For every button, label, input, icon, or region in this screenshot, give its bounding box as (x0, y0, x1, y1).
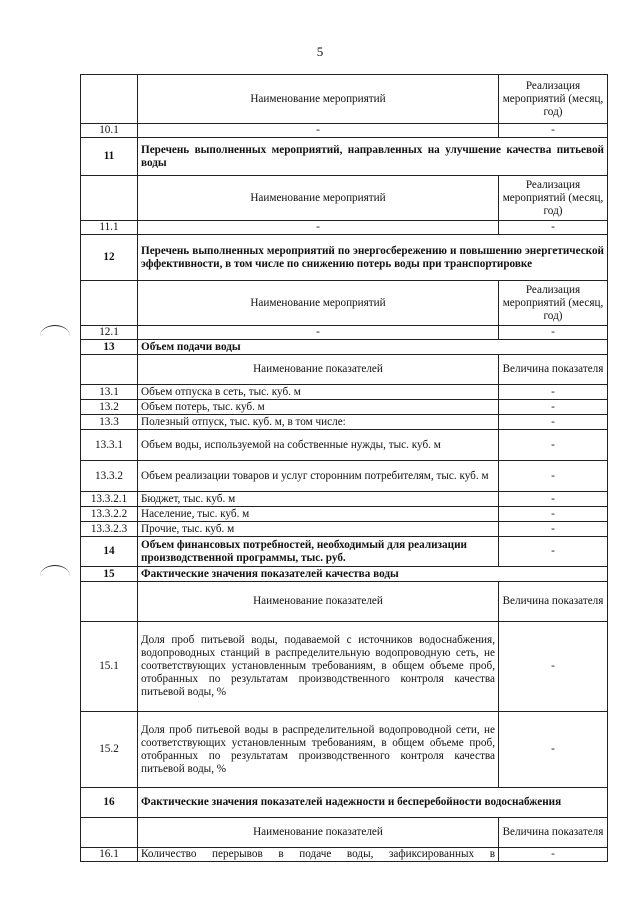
row-value: - (499, 712, 608, 788)
table-row (81, 522, 608, 537)
row-name: Объем реализации товаров и услуг сторонним потребителям, тыс. куб. м (138, 461, 499, 492)
row-name: Доля проб питьевой воды в распределительной водопроводной сети, не соответствующих установленным требованиям, в общем объеме проб, отобранных по результатам производственного контроля качества питьевой воды, % (138, 712, 499, 788)
row-value: - (499, 326, 608, 340)
column-header: Наименование мероприятий (138, 176, 499, 221)
section-title: Фактические значения показателей качества воды (138, 567, 608, 582)
table-row (81, 430, 608, 461)
row-name: Объем воды, используемой на собственные нужды, тыс. куб. м (138, 430, 499, 461)
row-number: 13.3 (81, 415, 138, 430)
row-value: - (499, 385, 608, 400)
column-header: Наименование показателей (138, 355, 499, 385)
row-number: 13.3.2 (81, 461, 138, 492)
row-value: - (499, 492, 608, 507)
row-name: - (138, 326, 499, 340)
num-cell (81, 176, 138, 221)
section-title: Перечень выполненных мероприятий по энергосбережению и повышению энергетической эффективности, в том числе по снижению потерь воды при транспортировке (138, 235, 608, 281)
table-row (81, 326, 608, 340)
row-value: - (499, 221, 608, 235)
report-table (80, 74, 608, 862)
section-number: 11 (81, 138, 138, 176)
row-name: - (138, 221, 499, 235)
section-row (81, 235, 608, 281)
section-number: 12 (81, 235, 138, 281)
section-row (81, 788, 608, 818)
section-row (81, 138, 608, 176)
section-number: 15 (81, 567, 138, 582)
table-row (81, 385, 608, 400)
table-row (81, 507, 608, 522)
row-value: - (499, 537, 608, 567)
row-value: - (499, 400, 608, 415)
num-cell (81, 75, 138, 124)
row-number: 13.2 (81, 400, 138, 415)
row-name: Полезный отпуск, тыс. куб. м, в том числе: (138, 415, 499, 430)
table-row (81, 461, 608, 492)
table-row (81, 221, 608, 235)
row-number: 13.3.2.2 (81, 507, 138, 522)
section-row (81, 567, 608, 582)
row-name: Количество перерывов в подаче воды, зафиксированных в (138, 848, 499, 862)
row-value: - (499, 848, 608, 862)
column-header: Величина показателя (499, 582, 608, 622)
row-value: - (499, 461, 608, 492)
row-value: - (499, 124, 608, 138)
row-name: Бюджет, тыс. куб. м (138, 492, 499, 507)
column-header: Величина показателя (499, 818, 608, 848)
row-number: 13.3.1 (81, 430, 138, 461)
page-number: 5 (316, 44, 324, 59)
section-title: Перечень выполненных мероприятий, направленных на улучшение качества питьевой воды (138, 138, 608, 176)
row-number: 15.2 (81, 712, 138, 788)
table-row (81, 622, 608, 712)
row-number: 13.3.2.1 (81, 492, 138, 507)
header-row (81, 355, 608, 385)
column-header: Наименование мероприятий (138, 75, 499, 124)
section-title: Объем финансовых потребностей, необходимый для реализации производственной программы, тыс. руб. (138, 537, 499, 567)
row-value: - (499, 522, 608, 537)
row-number: 11.1 (81, 221, 138, 235)
row-value: - (499, 430, 608, 461)
section-title: Фактические значения показателей надежности и бесперебойности водоснабжения (138, 788, 608, 818)
section-title: Объем подачи воды (138, 340, 608, 355)
row-number: 10.1 (81, 124, 138, 138)
num-cell (81, 582, 138, 622)
row-name: Объем потерь, тыс. куб. м (138, 400, 499, 415)
section-row (81, 537, 608, 567)
num-cell (81, 818, 138, 848)
row-name: Прочие, тыс. куб. м (138, 522, 499, 537)
column-header: Наименование показателей (138, 818, 499, 848)
header-row (81, 75, 608, 124)
header-row (81, 176, 608, 221)
row-number: 16.1 (81, 848, 138, 862)
table-row (81, 400, 608, 415)
column-header: Реализация мероприятий (месяц, год) (499, 176, 608, 221)
table-row (81, 415, 608, 430)
header-row (81, 582, 608, 622)
row-value: - (499, 622, 608, 712)
column-header: Наименование показателей (138, 582, 499, 622)
table-row (81, 848, 608, 862)
row-number: 13.1 (81, 385, 138, 400)
header-row (81, 281, 608, 326)
row-number: 12.1 (81, 326, 138, 340)
header-row (81, 818, 608, 848)
row-number: 13.3.2.3 (81, 522, 138, 537)
section-number: 14 (81, 537, 138, 567)
num-cell (81, 355, 138, 385)
column-header: Величина показателя (499, 355, 608, 385)
column-header: Наименование мероприятий (138, 281, 499, 326)
column-header: Реализация мероприятий (месяц, год) (499, 75, 608, 124)
margin-mark (40, 565, 70, 576)
margin-mark (40, 325, 70, 336)
row-value: - (499, 507, 608, 522)
table-row (81, 124, 608, 138)
section-row (81, 340, 608, 355)
row-name: Доля проб питьевой воды, подаваемой с источников водоснабжения, водопроводных станций в распределительную водопроводную сеть, не соответствующих установленным требованиям, в общем объеме проб, отобранных по результатам производственного контроля качества питьевой воды, % (138, 622, 499, 712)
row-name: Население, тыс. куб. м (138, 507, 499, 522)
num-cell (81, 281, 138, 326)
table-row (81, 492, 608, 507)
row-name: - (138, 124, 499, 138)
row-number: 15.1 (81, 622, 138, 712)
section-number: 16 (81, 788, 138, 818)
table-row (81, 712, 608, 788)
row-name: Объем отпуска в сеть, тыс. куб. м (138, 385, 499, 400)
row-value: - (499, 415, 608, 430)
column-header: Реализация мероприятий (месяц, год) (499, 281, 608, 326)
section-number: 13 (81, 340, 138, 355)
